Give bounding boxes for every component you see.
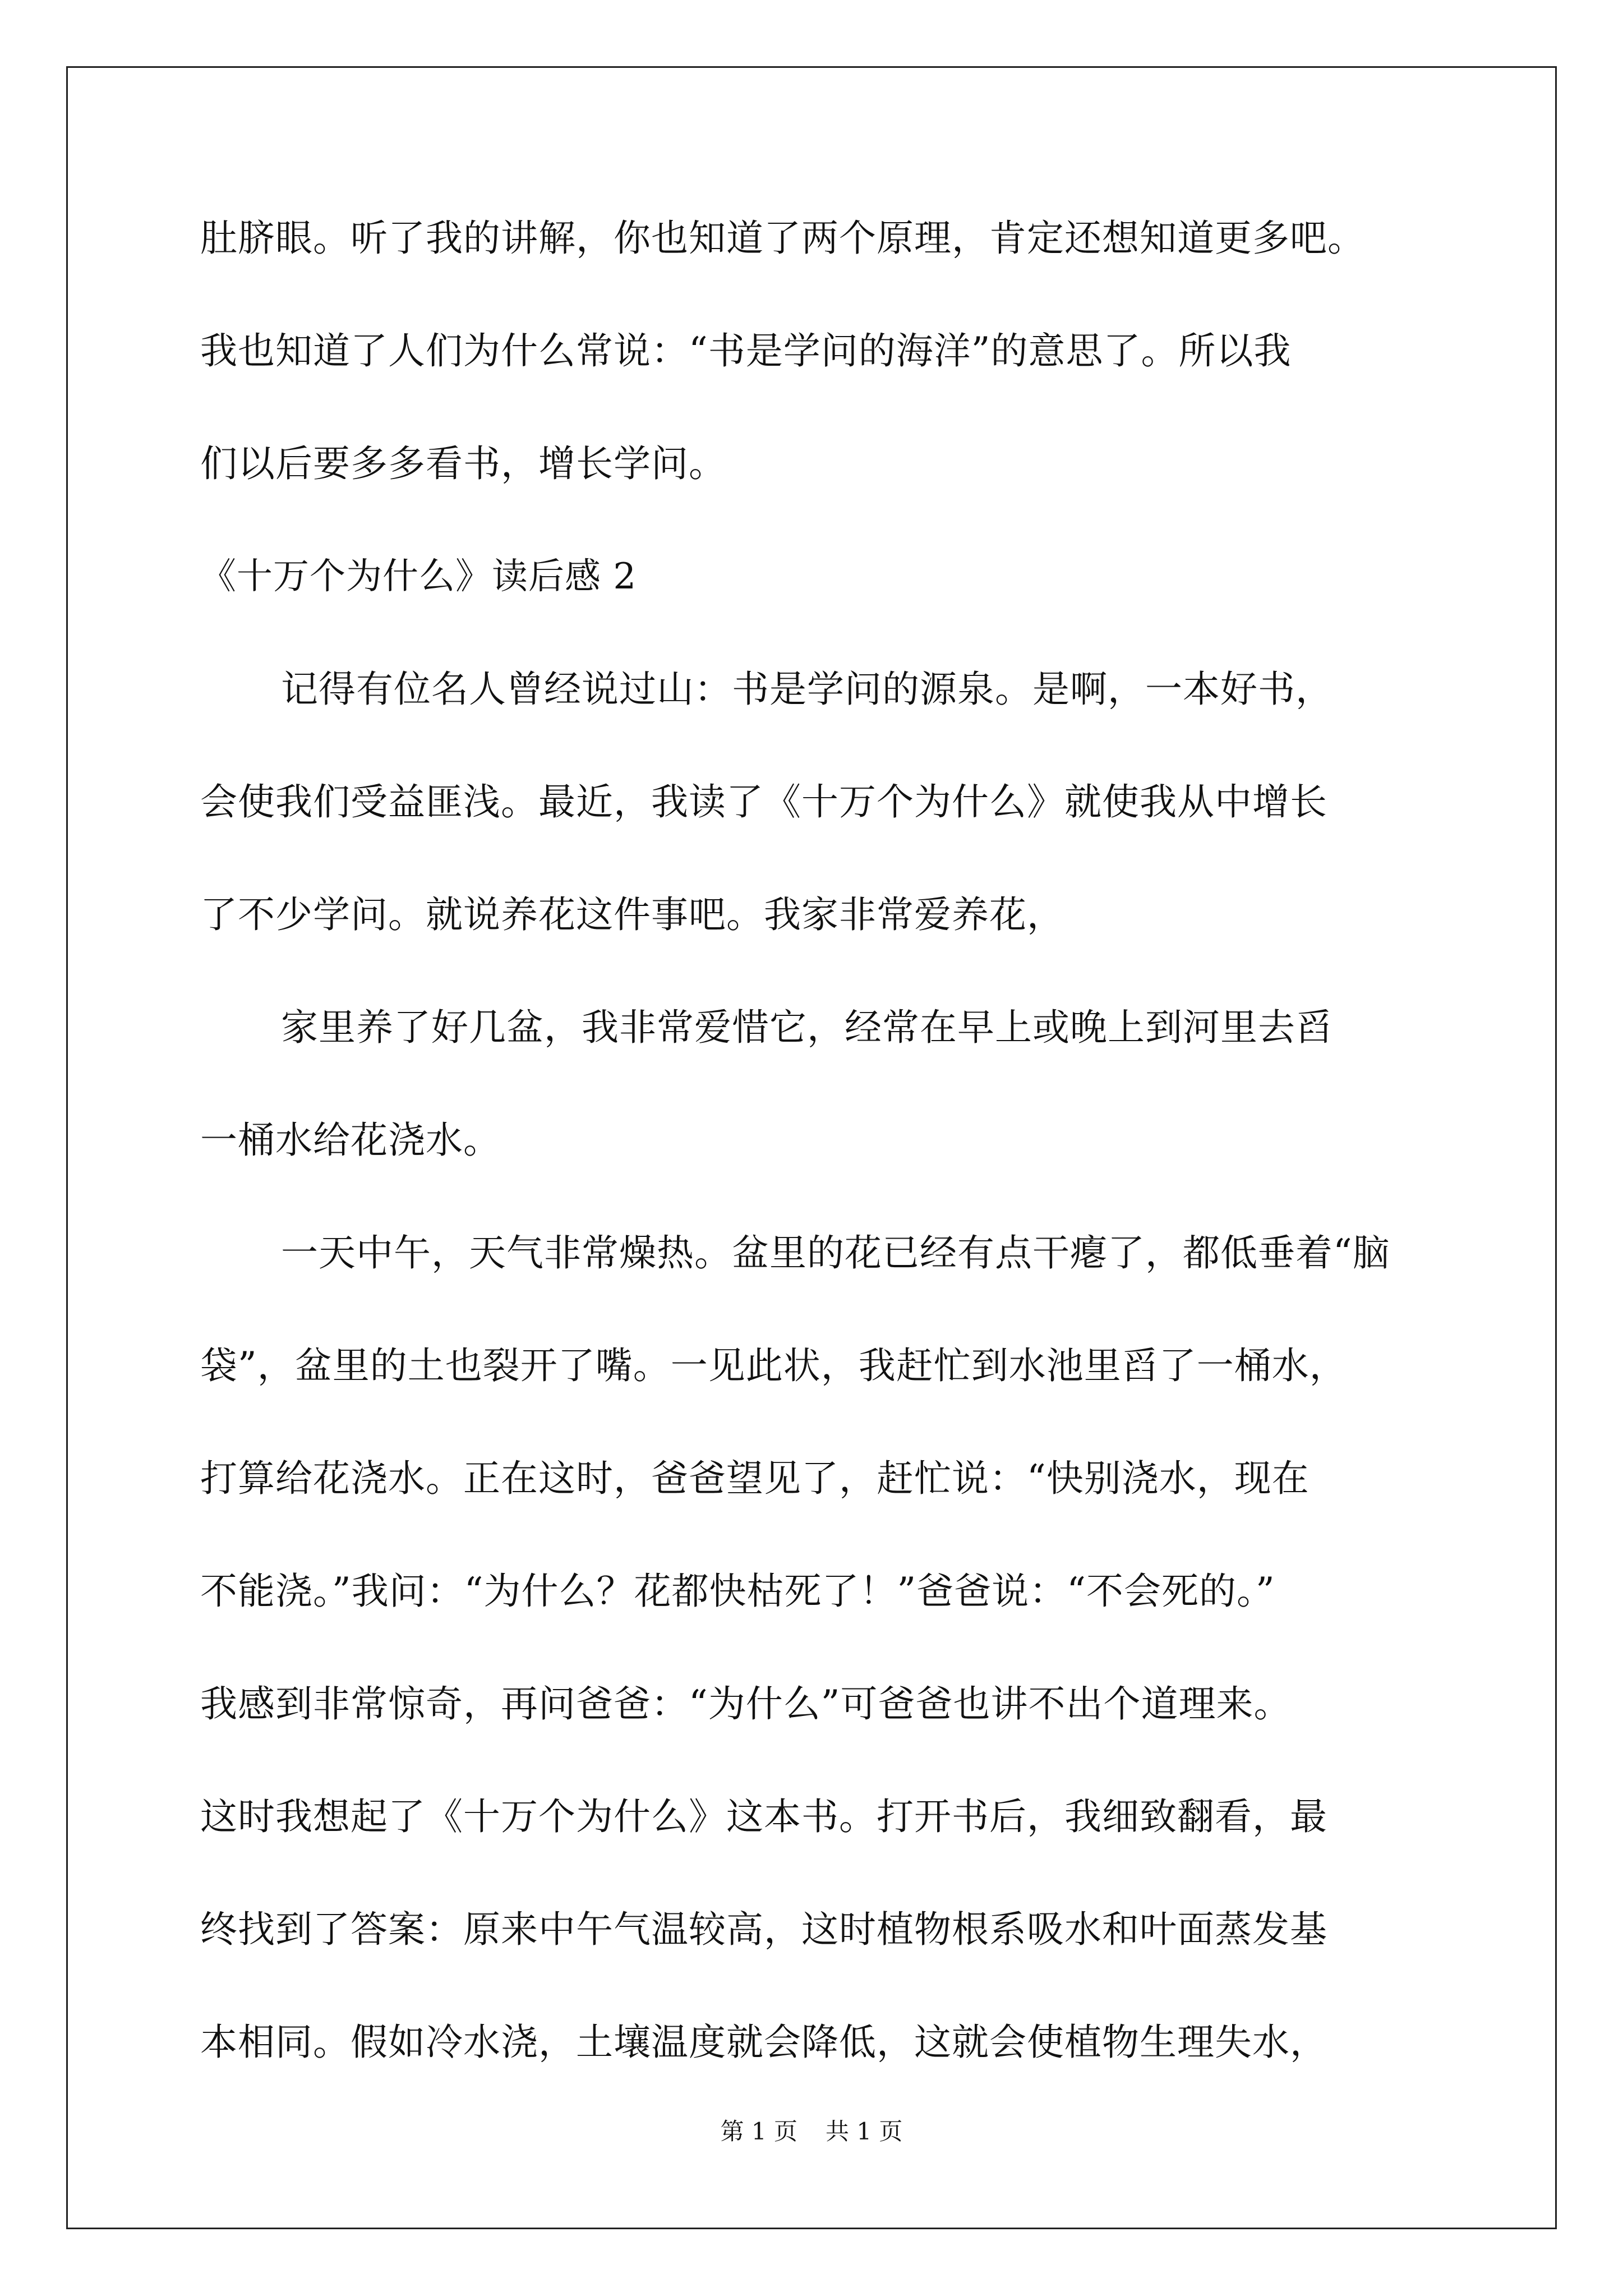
text-line: 我也知道了人们为什么常说：“书是学问的海洋”的意思了。所以我 [200,329,1292,372]
text-line: 会使我们受益匪浅。最近，我读了《十万个为什么》就使我从中增长 [200,780,1327,823]
text-line: 我感到非常惊奇，再问爸爸：“为什么”可爸爸也讲不出个道理来。 [200,1682,1292,1726]
page-total: 共 1 页 [826,2118,903,2145]
text-line: 袋”，盆里的土也裂开了嘴。一见此状，我赶忙到水池里舀了一桶水， [200,1344,1347,1387]
text-line: 们以后要多多看书，增长学问。 [200,442,726,485]
section-heading: 《十万个为什么》读后感 2 [200,556,637,597]
text-line: 打算给花浇水。正在这时，爸爸望见了，赶忙说：“快别浇水，现在 [200,1457,1310,1500]
text-line: 本相同。假如冷水浇，土壤温度就会降低，这就会使植物生理失水， [200,2021,1327,2064]
page-footer [0,2115,1623,2148]
text-line: 肚脐眼。听了我的讲解，你也知道了两个原理，肯定还想知道更多吧。 [200,217,1365,260]
text-line: 一桶水给花浇水。 [200,1119,501,1162]
text-line: 这时我想起了《十万个为什么》这本书。打开书后，我细致翻看，最 [200,1795,1327,1838]
paragraph-first-line: 家里养了好几盆，我非常爱惜它，经常在早上或晚上到河里去舀 [281,1006,1333,1049]
text-line: 了不少学问。就说养花这件事吧。我家非常爱养花， [200,893,1064,936]
text-line: 终找到了答案：原来中午气温较高，这时植物根系吸水和叶面蒸发基 [200,1908,1327,1951]
paragraph-first-line: 一天中午，天气非常燥热。盆里的花已经有点干瘪了，都低垂着“脑 [281,1231,1390,1274]
text-line: 不能浇。”我问：“为什么？花都快枯死了！”爸爸说：“不会死的。” [200,1570,1275,1613]
paragraph-first-line: 记得有位名人曾经说过山：书是学问的源泉。是啊，一本好书， [281,668,1333,711]
page-number: 第 1 页 [720,2118,797,2145]
